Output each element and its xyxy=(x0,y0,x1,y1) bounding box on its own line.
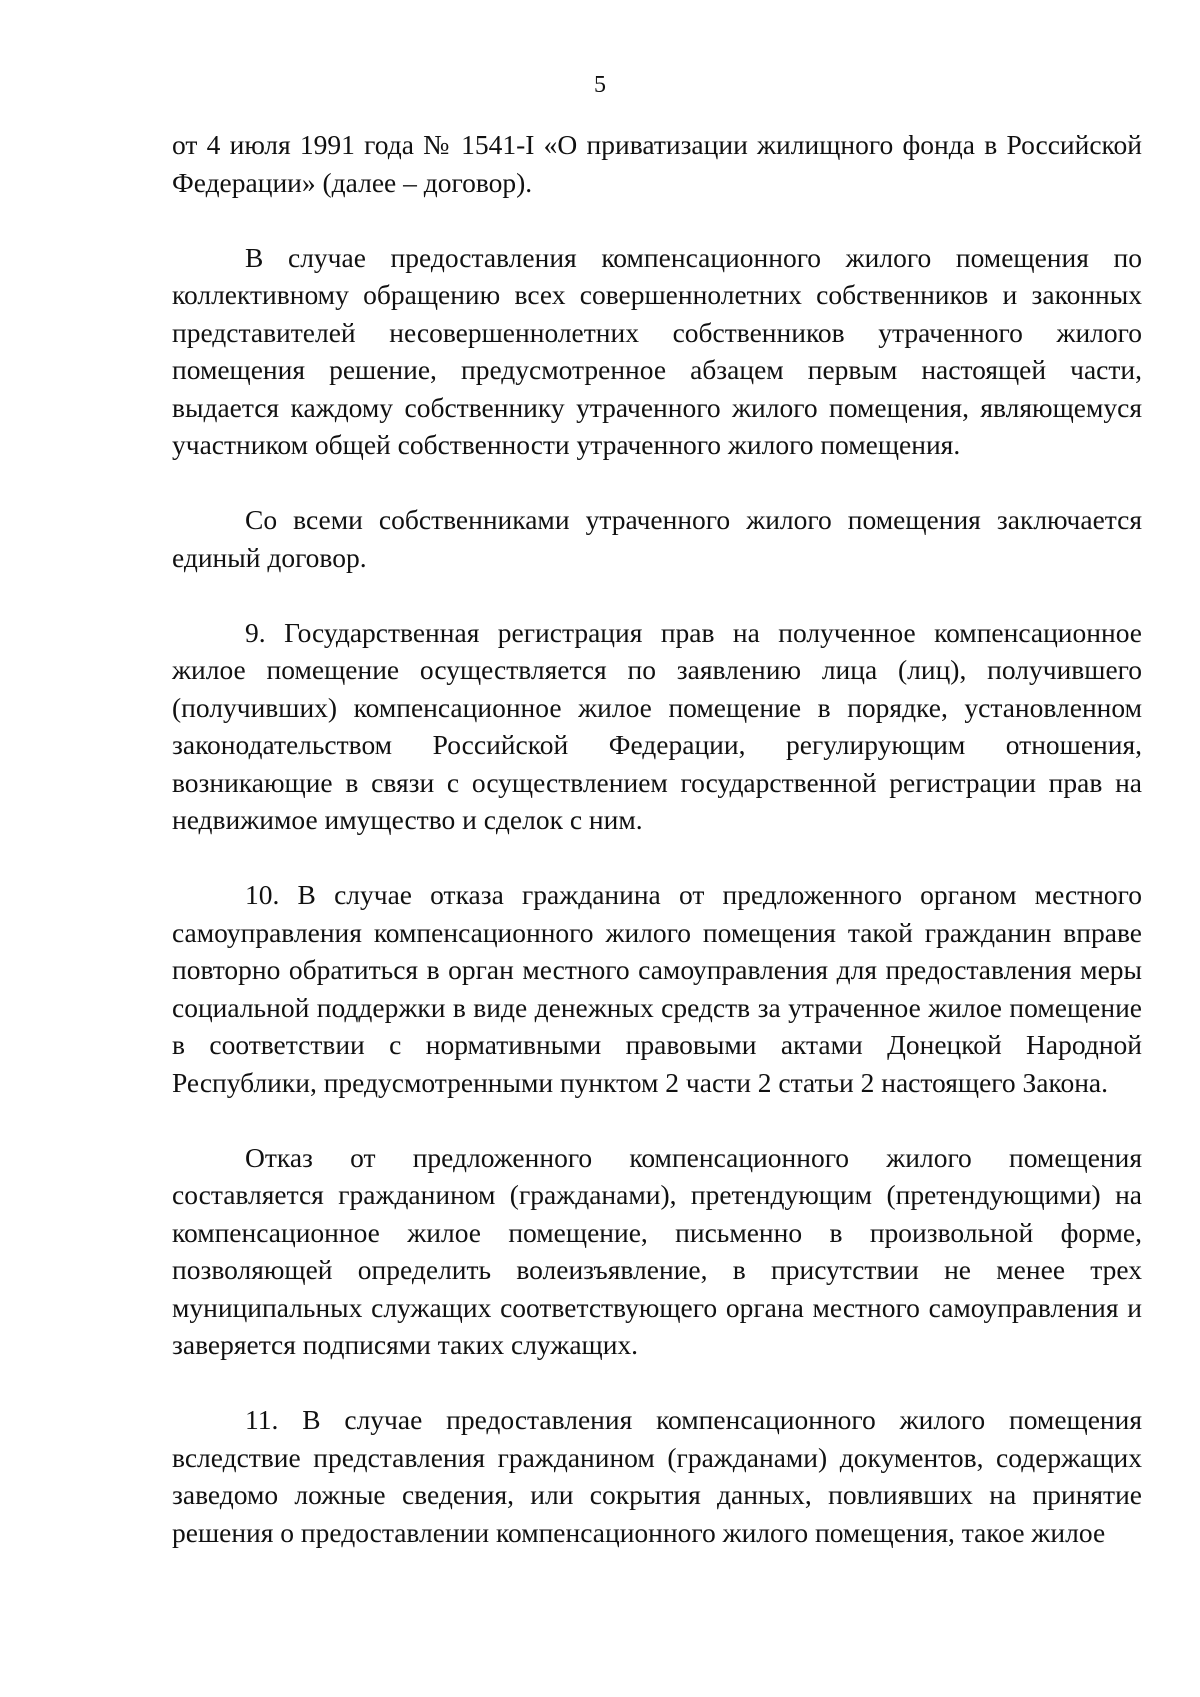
paragraph-single-contract: Со всеми собственниками утраченного жилого помещения заключается единый договор. xyxy=(172,504,1142,573)
document-body xyxy=(172,126,1142,1551)
page-number: 5 xyxy=(594,72,606,98)
paragraph-clause-10: 10. В случае отказа гражданина от предложенного органом местного самоуправления компенсационного жилого помещения такой гражданин вправе повторно обратиться в орган местного самоуправления для предоставления меры социальной поддержки в виде денежных средств за утраченное жилое помещение в соответствии с нормативными правовыми актами Донецкой Народной Республики, предусмотренными пунктом 2 части 2 статьи 2 настоящего Закона. xyxy=(172,879,1142,1098)
paragraph-clause-11: 11. В случае предоставления компенсационного жилого помещения вследствие представления гражданином (гражданами) документов, содержащих заведомо ложные сведения, или сокрытия данных, повлиявших на принятие решения о предоставлении компенсационного жилого помещения, такое жилое xyxy=(172,1404,1142,1548)
paragraph-clause-9: 9. Государственная регистрация прав на полученное компенсационное жилое помещение осуществляется по заявлению лица (лиц), получившего (получивших) компенсационное жилое помещение в порядке, установленном законодательством Российской Федерации, регулирующим отношения, возникающие в связи с осуществлением государственной регистрации прав на недвижимое имущество и сделок с ним. xyxy=(172,616,1142,835)
paragraph-collective-appeal: В случае предоставления компенсационного жилого помещения по коллективному обращению всех совершеннолетних собственников и законных представителей несовершеннолетних собственников утраченного жилого помещения решение, предусмотренное абзацем первым настоящей части, выдается каждому собственнику утраченного жилого помещения, являющемуся участником общей собственности утраченного жилого помещения. xyxy=(172,241,1142,460)
paragraph-continuation: от 4 июля 1991 года № 1541-I «О приватизации жилищного фонда в Российской Федерации» (далее – договор). xyxy=(172,129,1142,198)
paragraph-refusal: Отказ от предложенного компенсационного жилого помещения составляется гражданином (гражданами), претендующим (претендующими) на компенсационное жилое помещение, письменно в произвольной форме, позволяющей определить волеизъявление, в присутствии не менее трех муниципальных служащих соответствующего органа местного самоуправления и заверяется подписями таких служащих. xyxy=(172,1141,1142,1360)
